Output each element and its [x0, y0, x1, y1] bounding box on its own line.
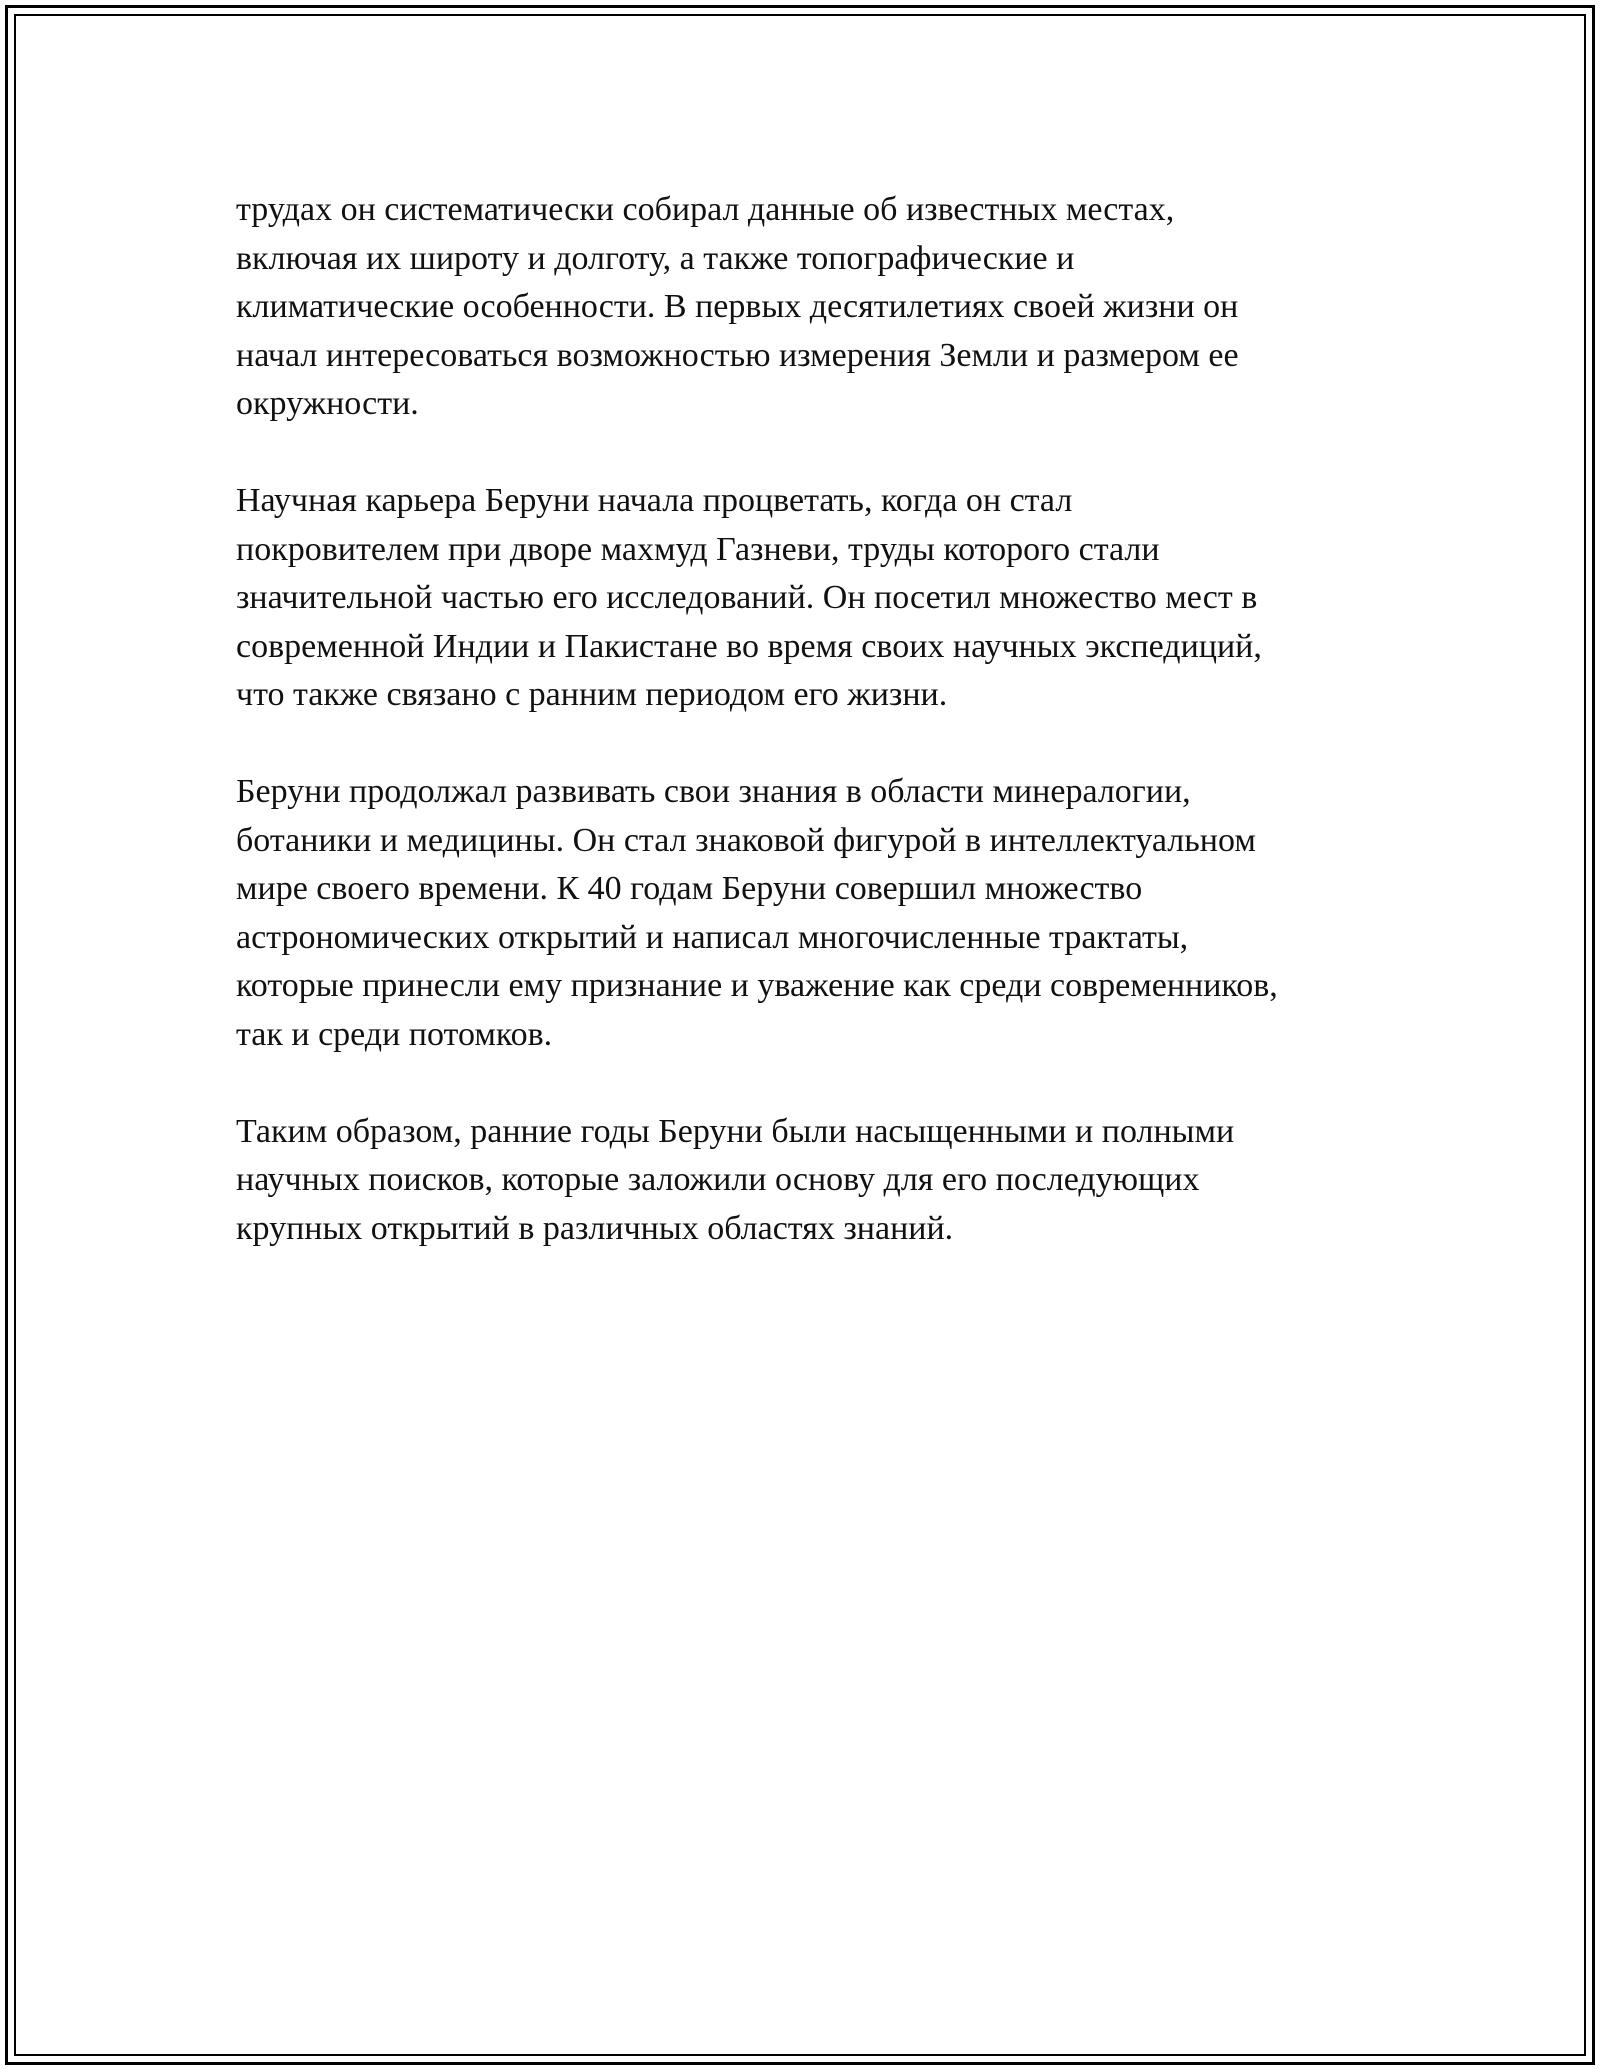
text-line: которые принесли ему признание и уважение как среди современников,	[236, 967, 1278, 1004]
paragraph-4	[236, 1108, 1396, 1254]
text-line: включая их широту и долготу, а также топографические и	[236, 239, 1075, 277]
text-line: Таким образом, ранние годы Беруни были насыщенными и полными	[236, 1112, 1235, 1150]
text-line: ботаники и медицины. Он стал знаковой фигурой в интеллектуальном	[236, 821, 1256, 859]
text-line: значительной частью его исследований. Он посетил множество мест в	[236, 579, 1258, 616]
text-line: Научная карьера Беруни начала процветать, когда он стал	[236, 482, 1073, 519]
text-line: окружности.	[236, 385, 419, 422]
text-line: Беруни продолжал развивать свои знания в области минералогии,	[236, 773, 1191, 810]
document-body	[236, 186, 1396, 1302]
paragraph-1	[236, 186, 1396, 429]
text-line: климатические особенности. В первых десятилетиях своей жизни он	[236, 288, 1239, 325]
text-line: так и среди потомков.	[236, 1015, 553, 1053]
text-line: научных поисков, которые заложили основу для его последующих	[236, 1161, 1200, 1198]
text-line: начал интересоваться возможностью измерения Земли и размером ее	[236, 336, 1239, 374]
text-line: что также связано с ранним периодом его жизни.	[236, 676, 948, 713]
text-line: покровителем при дворе махмуд Газневи, труды которого стали	[236, 530, 1160, 568]
paragraph-3	[236, 768, 1396, 1059]
text-line: мире своего времени. К 40 годам Беруни совершил множество	[236, 870, 1143, 907]
text-line: трудах он систематически собирал данные об известных местах,	[236, 191, 1175, 228]
text-line: крупных открытий в различных областях знаний.	[236, 1209, 954, 1247]
text-line: астрономических открытий и написал многочисленные трактаты,	[236, 918, 1189, 956]
text-line: современной Индии и Пакистане во время своих научных экспедиций,	[236, 627, 1262, 665]
paragraph-2	[236, 477, 1396, 720]
